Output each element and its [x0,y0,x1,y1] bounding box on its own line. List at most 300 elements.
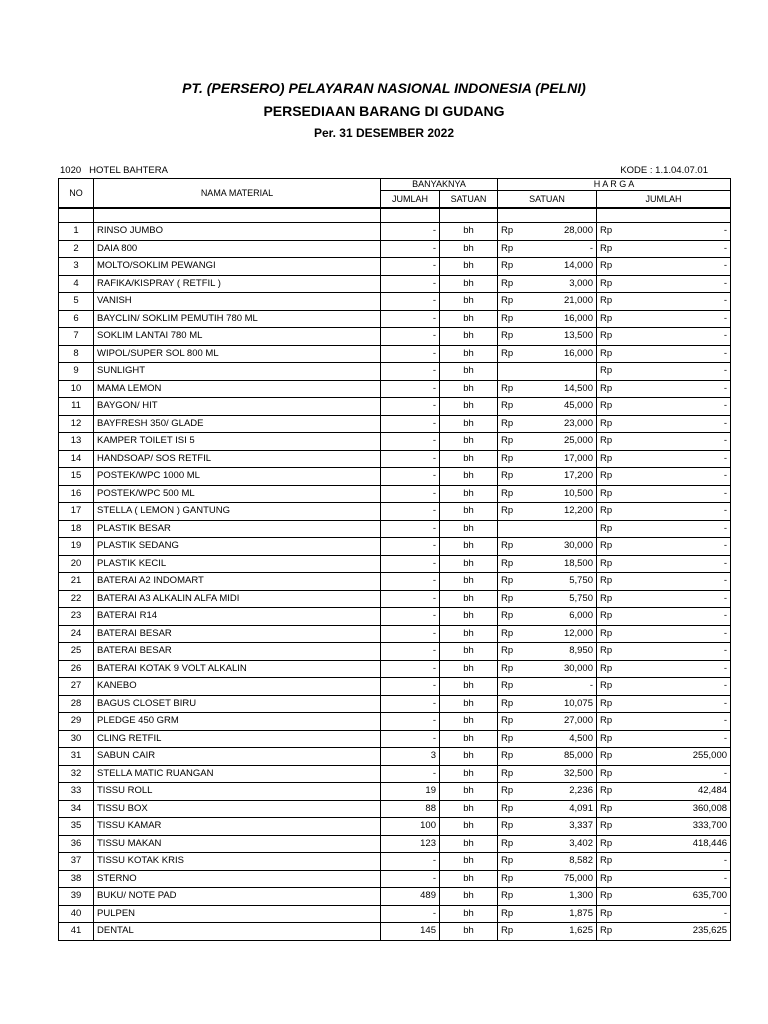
row-qty: - [381,450,440,468]
row-price-currency: Rp [498,853,520,871]
table-row [59,258,731,276]
row-total: - [619,293,731,311]
row-name: VANISH [94,293,381,311]
row-price-currency: Rp [498,888,520,906]
row-no: 30 [59,730,94,748]
row-total: - [619,730,731,748]
row-price-currency [498,363,520,381]
table-row [59,328,731,346]
row-price-currency: Rp [498,433,520,451]
row-qty: - [381,538,440,556]
row-unit-price: 3,337 [520,818,597,836]
row-name: BAYFRESH 350/ GLADE [94,415,381,433]
row-unit: bh [440,853,498,871]
row-unit-price: 23,000 [520,415,597,433]
row-no: 16 [59,485,94,503]
row-total: - [619,765,731,783]
row-total: - [619,625,731,643]
row-no: 4 [59,275,94,293]
row-qty: - [381,643,440,661]
table-body [59,208,731,940]
row-qty: - [381,520,440,538]
table-row [59,398,731,416]
row-total: - [619,713,731,731]
row-total: - [619,573,731,591]
row-no: 7 [59,328,94,346]
row-name: CLING RETFIL [94,730,381,748]
row-name: BATERAI A3 ALKALIN ALFA MIDI [94,590,381,608]
row-unit-price: 8,950 [520,643,597,661]
row-qty: 145 [381,923,440,941]
row-unit: bh [440,345,498,363]
row-price-currency: Rp [498,783,520,801]
row-name: STELLA MATIC RUANGAN [94,765,381,783]
row-price-currency: Rp [498,695,520,713]
row-unit: bh [440,695,498,713]
row-name: RAFIKA/KISPRAY ( RETFIL ) [94,275,381,293]
row-total: - [619,345,731,363]
row-name: RINSO JUMBO [94,223,381,241]
row-name: PLASTIK BESAR [94,520,381,538]
row-total: - [619,520,731,538]
row-unit-price: 10,075 [520,695,597,713]
row-name: PLASTIK SEDANG [94,538,381,556]
row-name: PLEDGE 450 GRM [94,713,381,731]
row-qty: - [381,625,440,643]
row-price-currency: Rp [498,310,520,328]
col-harga-satuan-header: SATUAN [498,191,597,209]
row-unit-price [520,363,597,381]
table-row [59,415,731,433]
row-total-currency: Rp [597,853,619,871]
row-price-currency: Rp [498,538,520,556]
row-price-currency: Rp [498,730,520,748]
row-total-currency: Rp [597,310,619,328]
row-unit: bh [440,800,498,818]
row-no: 5 [59,293,94,311]
col-harga-header: H A R G A [498,179,731,191]
row-name: BAYGON/ HIT [94,398,381,416]
row-qty: 100 [381,818,440,836]
row-total: - [619,450,731,468]
row-name: BAGUS CLOSET BIRU [94,695,381,713]
row-name: MAMA LEMON [94,380,381,398]
table-row [59,678,731,696]
row-total: - [619,870,731,888]
row-total-currency: Rp [597,380,619,398]
row-qty: - [381,380,440,398]
inventory-table [58,178,731,941]
table-row [59,748,731,766]
row-price-currency: Rp [498,905,520,923]
table-row [59,730,731,748]
table-row [59,818,731,836]
row-unit: bh [440,730,498,748]
row-total: 333,700 [619,818,731,836]
unit-info [60,165,176,176]
row-price-currency: Rp [498,450,520,468]
row-unit: bh [440,818,498,836]
row-total: - [619,643,731,661]
table-row [59,240,731,258]
row-price-currency: Rp [498,293,520,311]
row-total-currency: Rp [597,713,619,731]
row-unit: bh [440,905,498,923]
row-total: - [619,398,731,416]
row-qty: - [381,328,440,346]
row-unit: bh [440,415,498,433]
row-unit: bh [440,398,498,416]
row-price-currency: Rp [498,835,520,853]
row-qty: - [381,503,440,521]
row-total: 42,484 [619,783,731,801]
table-row [59,835,731,853]
row-name: SOKLIM LANTAI 780 ML [94,328,381,346]
row-total-currency: Rp [597,573,619,591]
row-total-currency: Rp [597,398,619,416]
row-total-currency: Rp [597,678,619,696]
row-name: BATERAI BESAR [94,625,381,643]
row-price-currency: Rp [498,643,520,661]
table-row [59,520,731,538]
row-no: 21 [59,573,94,591]
row-total-currency: Rp [597,223,619,241]
row-unit-price: 1,875 [520,905,597,923]
row-unit-price: 16,000 [520,310,597,328]
row-total-currency: Rp [597,415,619,433]
row-price-currency: Rp [498,748,520,766]
row-total-currency: Rp [597,363,619,381]
row-no: 18 [59,520,94,538]
row-name: STELLA ( LEMON ) GANTUNG [94,503,381,521]
row-total: 235,625 [619,923,731,941]
row-unit-price: 6,000 [520,608,597,626]
row-total: - [619,660,731,678]
row-name: PLASTIK KECIL [94,555,381,573]
table-row [59,380,731,398]
row-unit-price: 12,200 [520,503,597,521]
row-total-currency: Rp [597,538,619,556]
table-row [59,345,731,363]
row-no: 19 [59,538,94,556]
row-unit-price: 32,500 [520,765,597,783]
col-satuan-header: SATUAN [440,191,498,209]
row-no: 27 [59,678,94,696]
row-unit-price: 13,500 [520,328,597,346]
row-price-currency: Rp [498,713,520,731]
row-qty: - [381,660,440,678]
table-row [59,433,731,451]
row-no: 37 [59,853,94,871]
table-row [59,275,731,293]
row-no: 11 [59,398,94,416]
table-row [59,293,731,311]
row-name: WIPOL/SUPER SOL 800 ML [94,345,381,363]
row-no: 1 [59,223,94,241]
row-unit-price: 3,000 [520,275,597,293]
row-no: 24 [59,625,94,643]
table-row [59,660,731,678]
col-name-header: NAMA MATERIAL [94,179,381,209]
row-unit-price: 16,000 [520,345,597,363]
row-total: - [619,555,731,573]
row-total: - [619,363,731,381]
row-no: 12 [59,415,94,433]
row-total: - [619,380,731,398]
row-unit: bh [440,328,498,346]
row-name: POSTEK/WPC 1000 ML [94,468,381,486]
row-total-currency: Rp [597,643,619,661]
row-price-currency: Rp [498,485,520,503]
row-price-currency: Rp [498,258,520,276]
row-total-currency: Rp [597,660,619,678]
row-no: 32 [59,765,94,783]
table-row [59,765,731,783]
table-row [59,905,731,923]
row-no: 31 [59,748,94,766]
row-name: TISSU KAMAR [94,818,381,836]
col-jumlah-header: JUMLAH [381,191,440,209]
row-unit: bh [440,625,498,643]
row-total: - [619,503,731,521]
row-total-currency: Rp [597,783,619,801]
table-row [59,870,731,888]
row-unit-price: 17,200 [520,468,597,486]
row-unit: bh [440,678,498,696]
row-price-currency: Rp [498,468,520,486]
row-total-currency: Rp [597,450,619,468]
row-total-currency: Rp [597,800,619,818]
row-qty: - [381,713,440,731]
row-unit: bh [440,835,498,853]
row-qty: 123 [381,835,440,853]
row-price-currency: Rp [498,503,520,521]
row-no: 8 [59,345,94,363]
row-qty: 19 [381,783,440,801]
row-qty: - [381,905,440,923]
row-price-currency: Rp [498,380,520,398]
row-total: - [619,433,731,451]
row-total-currency: Rp [597,590,619,608]
row-qty: - [381,363,440,381]
row-no: 34 [59,800,94,818]
row-qty: - [381,678,440,696]
row-total-currency: Rp [597,258,619,276]
row-total: - [619,678,731,696]
row-total-currency: Rp [597,870,619,888]
table-row [59,625,731,643]
row-total-currency: Rp [597,625,619,643]
row-unit-price: 45,000 [520,398,597,416]
row-price-currency: Rp [498,555,520,573]
row-total: - [619,415,731,433]
row-name: KANEBO [94,678,381,696]
col-banyaknya-header: BANYAKNYA [381,179,498,191]
row-price-currency: Rp [498,328,520,346]
row-name: DENTAL [94,923,381,941]
table-row [59,783,731,801]
row-unit: bh [440,485,498,503]
row-total: - [619,468,731,486]
row-unit-price: 75,000 [520,870,597,888]
row-no: 28 [59,695,94,713]
row-total: - [619,485,731,503]
row-no: 38 [59,870,94,888]
row-unit-price: 10,500 [520,485,597,503]
row-total-currency: Rp [597,923,619,941]
row-qty: - [381,555,440,573]
row-price-currency: Rp [498,660,520,678]
row-unit-price: 18,500 [520,555,597,573]
account-code: KODE : 1.1.04.07.01 [620,165,708,176]
row-total-currency: Rp [597,345,619,363]
row-no: 40 [59,905,94,923]
row-total: - [619,258,731,276]
row-price-currency: Rp [498,415,520,433]
row-qty: - [381,240,440,258]
row-unit: bh [440,310,498,328]
row-price-currency: Rp [498,765,520,783]
row-name: TISSU BOX [94,800,381,818]
row-price-currency: Rp [498,870,520,888]
row-no: 36 [59,835,94,853]
col-no-header: NO [59,179,94,209]
row-no: 35 [59,818,94,836]
row-total-currency: Rp [597,608,619,626]
row-unit-price: 1,300 [520,888,597,906]
row-name: TISSU MAKAN [94,835,381,853]
row-unit: bh [440,573,498,591]
row-total: - [619,590,731,608]
row-unit-price: 30,000 [520,538,597,556]
row-unit: bh [440,608,498,626]
table-row [59,485,731,503]
company-title: PT. (PERSERO) PELAYARAN NASIONAL INDONESIA (PELNI) [182,80,586,96]
row-qty: - [381,433,440,451]
row-qty: - [381,293,440,311]
row-qty: - [381,468,440,486]
row-name: BATERAI KOTAK 9 VOLT ALKALIN [94,660,381,678]
row-unit-price: 14,000 [520,258,597,276]
row-unit: bh [440,380,498,398]
row-no: 2 [59,240,94,258]
row-no: 13 [59,433,94,451]
row-qty: - [381,223,440,241]
row-total-currency: Rp [597,695,619,713]
row-total: - [619,695,731,713]
row-unit-price: 25,000 [520,433,597,451]
row-unit-price [520,520,597,538]
row-total: 418,446 [619,835,731,853]
row-unit-price: 30,000 [520,660,597,678]
row-qty: - [381,695,440,713]
row-qty: - [381,415,440,433]
row-unit-price: 1,625 [520,923,597,941]
spacer-row [59,208,731,223]
row-total-currency: Rp [597,555,619,573]
row-unit: bh [440,223,498,241]
row-total: 360,008 [619,800,731,818]
row-qty: - [381,485,440,503]
row-no: 39 [59,888,94,906]
row-no: 15 [59,468,94,486]
table-row [59,713,731,731]
table-row [59,573,731,591]
row-qty: - [381,310,440,328]
row-no: 33 [59,783,94,801]
row-total: - [619,538,731,556]
row-unit: bh [440,555,498,573]
row-unit-price: 14,500 [520,380,597,398]
row-unit: bh [440,240,498,258]
row-unit-price: 3,402 [520,835,597,853]
row-total-currency: Rp [597,485,619,503]
row-qty: - [381,275,440,293]
row-total-currency: Rp [597,328,619,346]
table-row [59,538,731,556]
row-unit: bh [440,870,498,888]
row-total: 255,000 [619,748,731,766]
row-name: DAIA 800 [94,240,381,258]
row-qty: 88 [381,800,440,818]
row-qty: - [381,573,440,591]
row-no: 3 [59,258,94,276]
row-unit-price: 4,500 [520,730,597,748]
row-unit-price: - [520,678,597,696]
row-no: 9 [59,363,94,381]
row-unit-price: 28,000 [520,223,597,241]
row-total-currency: Rp [597,818,619,836]
row-total: - [619,853,731,871]
row-total-currency: Rp [597,503,619,521]
header-row-1 [59,179,731,191]
row-total-currency: Rp [597,765,619,783]
row-no: 10 [59,380,94,398]
row-total: - [619,223,731,241]
row-name: KAMPER TOILET ISI 5 [94,433,381,451]
row-total-currency: Rp [597,275,619,293]
row-no: 29 [59,713,94,731]
document-title: PERSEDIAAN BARANG DI GUDANG [263,103,505,119]
row-unit-price: 21,000 [520,293,597,311]
row-unit: bh [440,713,498,731]
row-unit-price: 4,091 [520,800,597,818]
row-price-currency: Rp [498,240,520,258]
row-total-currency: Rp [597,293,619,311]
row-qty: - [381,853,440,871]
row-unit-price: 8,582 [520,853,597,871]
row-name: BUKU/ NOTE PAD [94,888,381,906]
row-qty: - [381,765,440,783]
row-total-currency: Rp [597,520,619,538]
row-total: - [619,275,731,293]
row-total-currency: Rp [597,433,619,451]
row-total-currency: Rp [597,905,619,923]
table-row [59,503,731,521]
table-row [59,608,731,626]
row-price-currency: Rp [498,223,520,241]
period-date: Per. 31 DESEMBER 2022 [313,126,455,140]
row-total-currency: Rp [597,730,619,748]
row-unit-price: 5,750 [520,573,597,591]
row-price-currency [498,520,520,538]
row-no: 26 [59,660,94,678]
row-total-currency: Rp [597,468,619,486]
row-name: BATERAI A2 INDOMART [94,573,381,591]
row-name: POSTEK/WPC 500 ML [94,485,381,503]
row-unit-price: 27,000 [520,713,597,731]
row-price-currency: Rp [498,275,520,293]
